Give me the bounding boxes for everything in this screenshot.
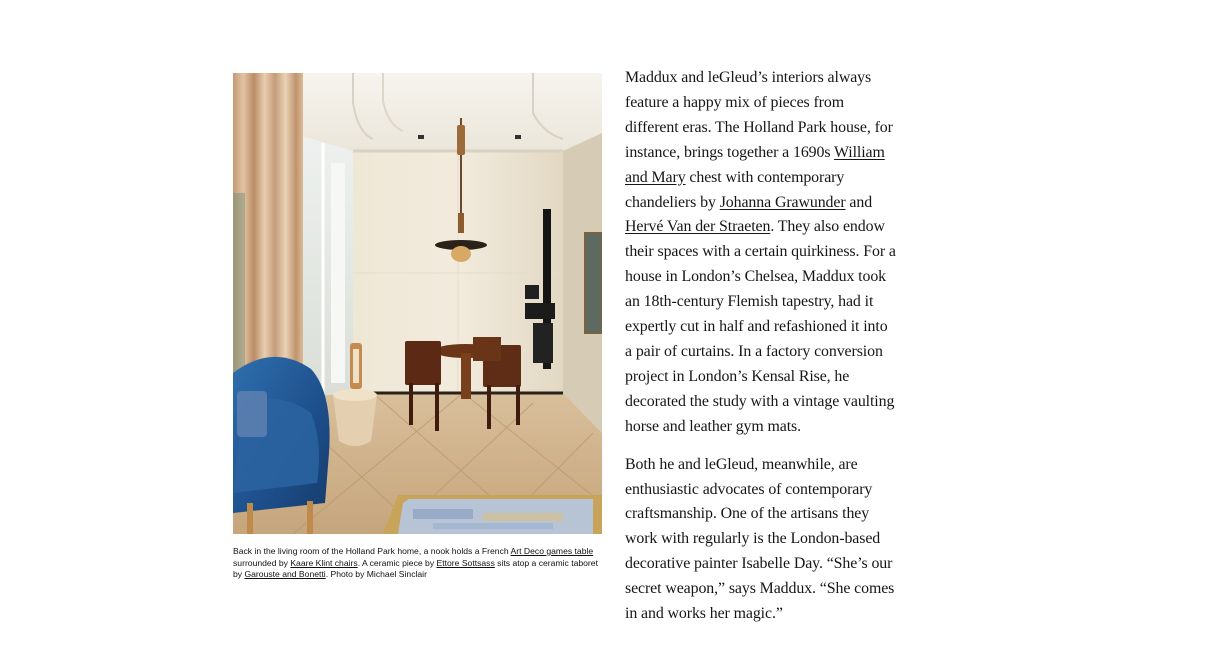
caption-text: . A ceramic piece by	[357, 557, 437, 568]
article-figure	[233, 73, 602, 581]
link-herve-van-der-straeten[interactable]: Hervé Van der Straeten	[625, 218, 771, 236]
caption-link-ettore-sottsass[interactable]: Ettore Sottsass	[436, 557, 495, 568]
caption-text: sits atop a ceramic taboret by	[233, 557, 598, 580]
article-body	[625, 66, 897, 627]
link-johanna-grawunder[interactable]: Johanna Grawunder	[719, 193, 846, 211]
paragraph-text: chest with contemporary chandeliers by	[625, 168, 845, 211]
article-paragraph-1	[625, 66, 897, 440]
paragraph-text: . They also endow their spaces with a certain quirkiness. For a house in London’s Chelsea, Maddux took an 18th-century Flemish tapestry, had it expertly cut in half and refashioned it into a pair of curtains. In a factory conversion project in London’s Kensal Rise, he decorated the study with a vintage vaulting horse and leather gym mats.	[625, 218, 896, 435]
caption-text: surrounded by	[233, 557, 291, 568]
paragraph-text: Maddux and leGleud’s interiors always feature a happy mix of pieces from different eras. The Holland Park house, for instance, brings together a 1690s	[625, 69, 893, 161]
paragraph-text: and	[845, 193, 873, 211]
living-room-photo	[233, 73, 602, 534]
caption-text: . Photo by Michael Sinclair	[325, 569, 427, 580]
photo-caption	[233, 546, 602, 581]
article-paragraph-2: Both he and leGleud, meanwhile, are enthusiastic advocates of contemporary craftsmanship. One of the artisans they work with regularly is the London-based decorative painter Isabelle Day. “She’s our secret weapon,” says Maddux. “She comes in and works her magic.”	[625, 455, 895, 623]
caption-link-garouste-and-bonetti[interactable]: Garouste and Bonetti	[244, 569, 326, 580]
caption-link-kaare-klint-chairs[interactable]: Kaare Klint chairs	[290, 557, 358, 568]
caption-link-art-deco-games-table[interactable]: Art Deco games table	[510, 546, 594, 556]
link-william-and-mary[interactable]: William and Mary	[625, 143, 885, 186]
caption-text: Back in the living room of the Holland Park home, a nook holds a French	[233, 546, 511, 556]
